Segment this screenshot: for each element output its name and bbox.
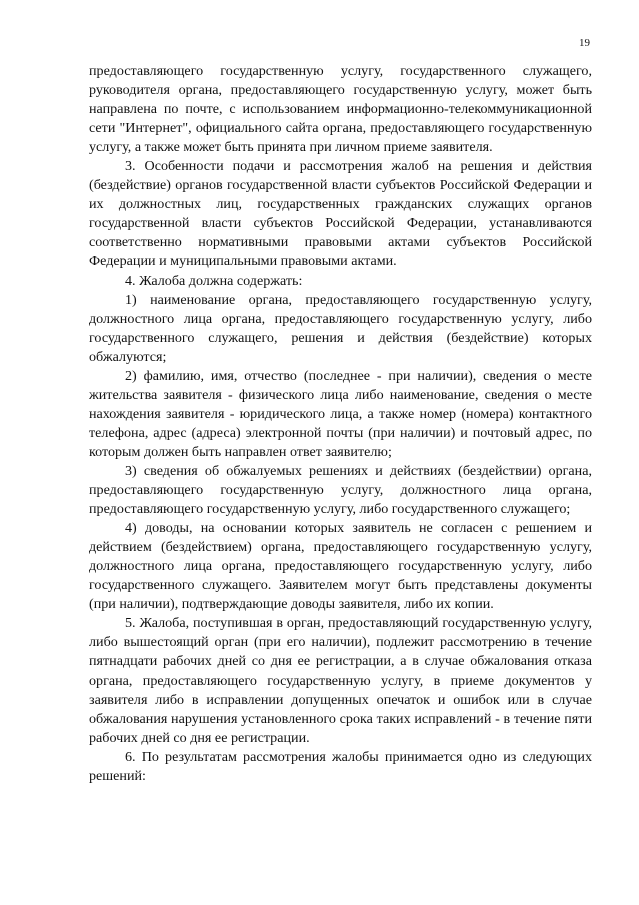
paragraph-4-complaint-contents: 4. Жалоба должна содержать: bbox=[125, 272, 303, 289]
paragraph-continuation: предоставляющего государственную услугу, государственного служащего, руководителя органа, предоставляющего государственную услугу, может быть направлена по почте, с использованием информационно-телекоммуникационной сети "Интернет", официального сайта органа, предоставляющего государственную услугу, а также может быть принята при личном приеме заявителя. bbox=[89, 63, 592, 156]
document-body bbox=[89, 62, 592, 786]
list-item-1: 1) наименование органа, предоставляющего государственную услугу, должностного лица органа, предоставляющего государственную услугу, либо государственного служащего, решения и действия (бездействие) которых обжалуются; bbox=[89, 291, 592, 365]
list-item-2: 2) фамилию, имя, отчество (последнее - при наличии), сведения о месте жительства заявителя - физического лица либо наименование, сведения о месте нахождения заявителя - юридического лица, а также номер (номера) контактного телефона, адрес (адреса) электронной почты (при наличии) и почтовый адрес, по которым должен быть направлен ответ заявителю; bbox=[89, 367, 592, 460]
paragraph-6-review-results: 6. По результатам рассмотрения жалобы принимается одно из следующих решений: bbox=[89, 748, 592, 784]
list-item-3: 3) сведения об обжалуемых решениях и действиях (бездействии) органа, предоставляющего государственную услугу, должностного лица органа, предоставляющего государственную услугу, либо государственного служащего; bbox=[89, 462, 592, 518]
page-number: 19 bbox=[579, 37, 590, 49]
paragraph-3-complaint-features: 3. Особенности подачи и рассмотрения жалоб на решения и действия (бездействие) органов государственной власти субъектов Российской Федерации и их должностных лиц, государственных гражданских служащих органов государственной власти субъектов Российской Федерации, устанавливаются соответственно нормативными правовыми актами субъектов Российской Федерации и муниципальными правовыми актами. bbox=[89, 158, 592, 270]
paragraph-5-review-period: 5. Жалоба, поступившая в орган, предоставляющий государственную услугу, либо вышестоящий орган (при его наличии), подлежит рассмотрению в течение пятнадцати рабочих дней со дня ее регистрации, а в случае обжалования отказа органа, предоставляющего государственную услугу, в приеме документов у заявителя либо в исправлении допущенных опечаток и ошибок или в случае обжалования нарушения установленного срока таких исправлений - в течение пяти рабочих дней со дня ее регистрации. bbox=[89, 615, 592, 746]
list-item-4: 4) доводы, на основании которых заявитель не согласен с решением и действием (бездействием) органа, предоставляющего государственную услугу, должностного лица органа, предоставляющего государственную услугу, либо государственного служащего. Заявителем могут быть представлены документы (при наличии), подтверждающие доводы заявителя, либо их копии. bbox=[89, 520, 592, 613]
